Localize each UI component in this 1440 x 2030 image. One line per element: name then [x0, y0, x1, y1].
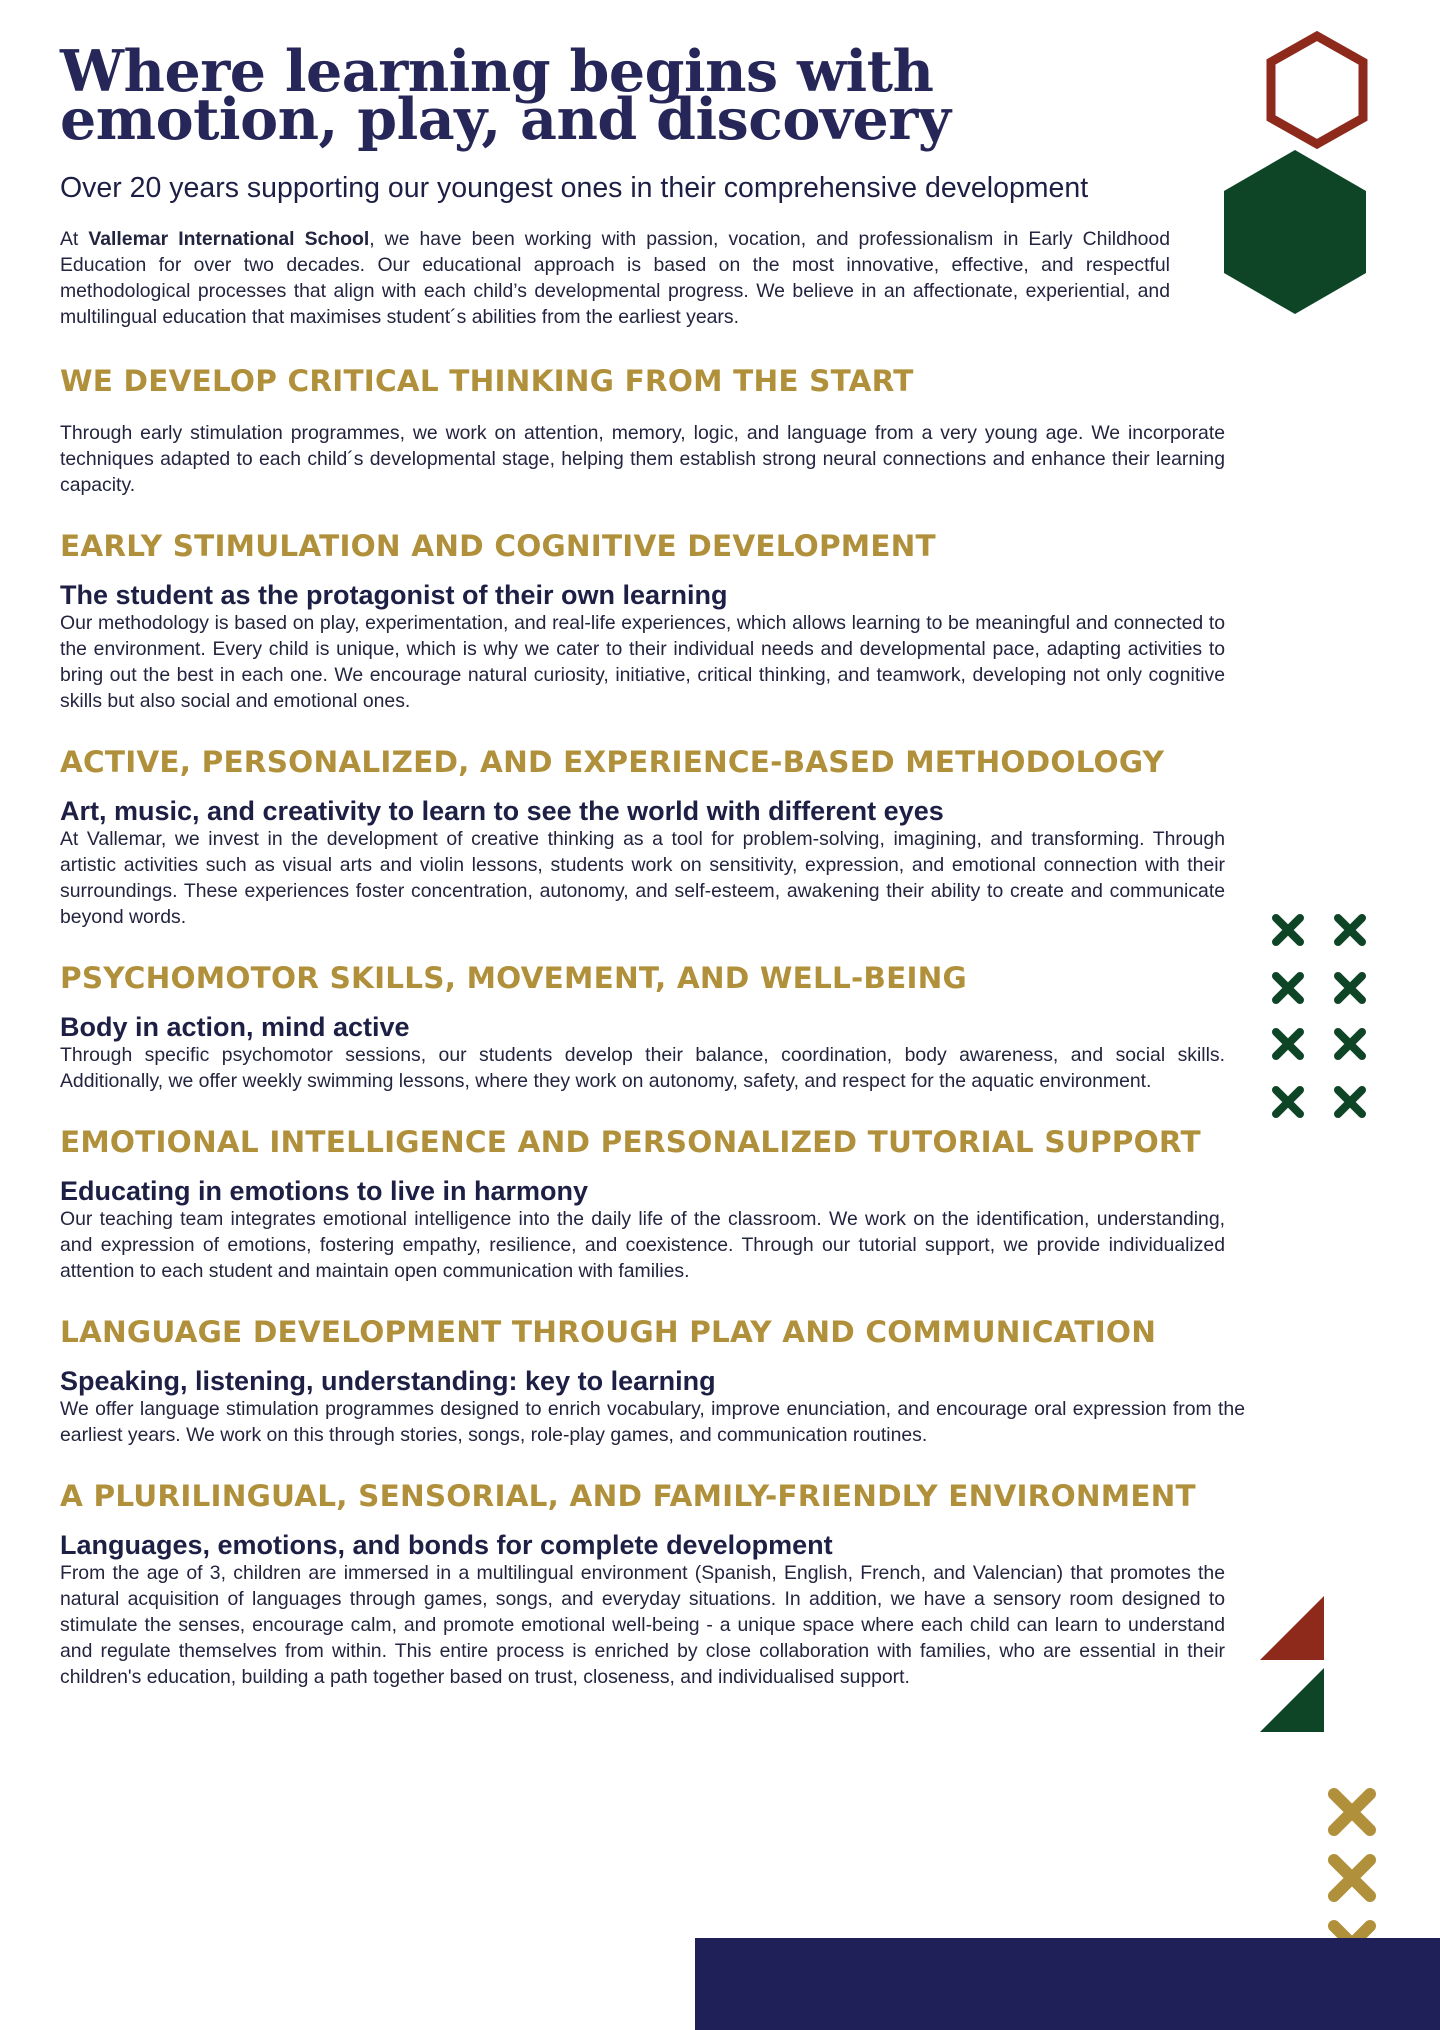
section-body: Our methodology is based on play, experimentation, and real-life experiences, which allows learning to be meaningful and connected to the environment. Every child is unique, which is why we cater to their individual needs and developmental pace, adapting activities to bring out the best in each one. We encourage natural curiosity, initiative, critical thinking, and teamwork, developing not only cognitive skills but also social and emotional ones.: [60, 612, 1225, 712]
section-critical-thinking: [60, 363, 1225, 498]
section-subheading: Educating in emotions to live in harmony: [60, 1176, 589, 1206]
section-heading: PSYCHOMOTOR SKILLS, MOVEMENT, AND WELL-BEING: [60, 961, 967, 995]
section-subheading: The student as the protagonist of their own learning: [60, 580, 728, 610]
section-early-stimulation: [60, 528, 1225, 714]
section-heading: ACTIVE, PERSONALIZED, AND EXPERIENCE-BASED METHODOLOGY: [60, 745, 1165, 779]
section-body: From the age of 3, children are immersed in a multilingual environment (Spanish, English, French, and Valencian) that promotes the natural acquisition of languages through games, songs, and everyday situations. In addition, we have a sensory room designed to stimulate the senses, encourage calm, and promote emotional well-being - a unique space where each child can learn to understand and regulate themselves from within. This entire process is enriched by close collaboration with families, who are essential in their children's education, building a path together based on trust, closeness, and individualised support.: [60, 1562, 1225, 1688]
section-emotional-intelligence: [60, 1124, 1225, 1284]
hexagon-filled-icon: [1222, 148, 1368, 316]
triangle-green-icon: [1260, 1668, 1326, 1732]
intro-prefix: At: [60, 228, 89, 250]
section-subheading: Speaking, listening, understanding: key to learning: [60, 1366, 716, 1396]
main-content: [60, 38, 1245, 1690]
section-body: At Vallemar, we invest in the development of creative thinking as a tool for problem-solving, imagining, and transforming. Through artistic activities such as visual arts and violin lessons, students work on sensitivity, expression, and emotional connection with their surroundings. These experiences foster concentration, autonomy, and self-esteem, awakening their ability to create and communicate beyond words.: [60, 828, 1225, 928]
section-subheading: Body in action, mind active: [60, 1012, 410, 1042]
section-language: [60, 1314, 1245, 1448]
page-title: Where learning begins with emotion, play, and discovery: [60, 38, 951, 153]
footer-bar: [695, 1938, 1440, 2030]
triangle-red-icon: [1260, 1596, 1326, 1660]
section-heading: A PLURILINGUAL, SENSORIAL, AND FAMILY-FRIENDLY ENVIRONMENT: [60, 1479, 1196, 1513]
section-subheading: Art, music, and creativity to learn to see the world with different eyes: [60, 796, 944, 826]
section-body: Through early stimulation programmes, we work on attention, memory, logic, and language from a very young age. We incorporate techniques adapted to each child´s developmental stage, helping them establish strong neural connections and enhance their learning capacity.: [60, 422, 1225, 496]
gold-cross-icon: [1326, 1786, 1378, 1838]
intro-paragraph: [60, 226, 1170, 330]
section-methodology: [60, 744, 1225, 930]
school-name: Vallemar International School: [88, 228, 370, 250]
intro-text: , we have been working with passion, vocation, and professionalism in Early Childhood Education for over two decades. Our educational approach is based on the most innovative, effective, and respectful methodological processes that align with each child’s developmental progress. We believe in an affectionate, experiential, and multilingual education that maximises student´s abilities from the earliest years.: [60, 228, 1170, 328]
section-plurilingual: [60, 1478, 1225, 1690]
cross-grid-icon: [1268, 910, 1376, 1126]
gold-cross-icon: [1326, 1852, 1378, 1904]
section-heading: EARLY STIMULATION AND COGNITIVE DEVELOPMENT: [60, 529, 936, 563]
tagline: Over 20 years supporting our youngest ones in their comprehensive development: [60, 172, 1089, 204]
section-body: Through specific psychomotor sessions, our students develop their balance, coordination, body awareness, and social skills. Additionally, we offer weekly swimming lessons, where they work on autonomy, safety, and respect for the aquatic environment.: [60, 1044, 1225, 1092]
section-subheading: Languages, emotions, and bonds for complete development: [60, 1530, 833, 1560]
section-body: We offer language stimulation programmes designed to enrich vocabulary, improve enunciation, and encourage oral expression from the earliest years. We work on this through stories, songs, role-play games, and communication routines.: [60, 1398, 1245, 1446]
section-body: Our teaching team integrates emotional intelligence into the daily life of the classroom. We work on the identification, understanding, and expression of emotions, fostering empathy, resilience, and coexistence. Through our tutorial support, we provide individualized attention to each student and maintain open communication with families.: [60, 1208, 1225, 1282]
section-heading: LANGUAGE DEVELOPMENT THROUGH PLAY AND COMMUNICATION: [60, 1315, 1157, 1349]
section-heading: WE DEVELOP CRITICAL THINKING FROM THE START: [60, 364, 914, 398]
hexagon-outline-icon: [1262, 30, 1372, 152]
section-psychomotor: [60, 960, 1225, 1094]
section-heading: EMOTIONAL INTELLIGENCE AND PERSONALIZED TUTORIAL SUPPORT: [60, 1125, 1201, 1159]
